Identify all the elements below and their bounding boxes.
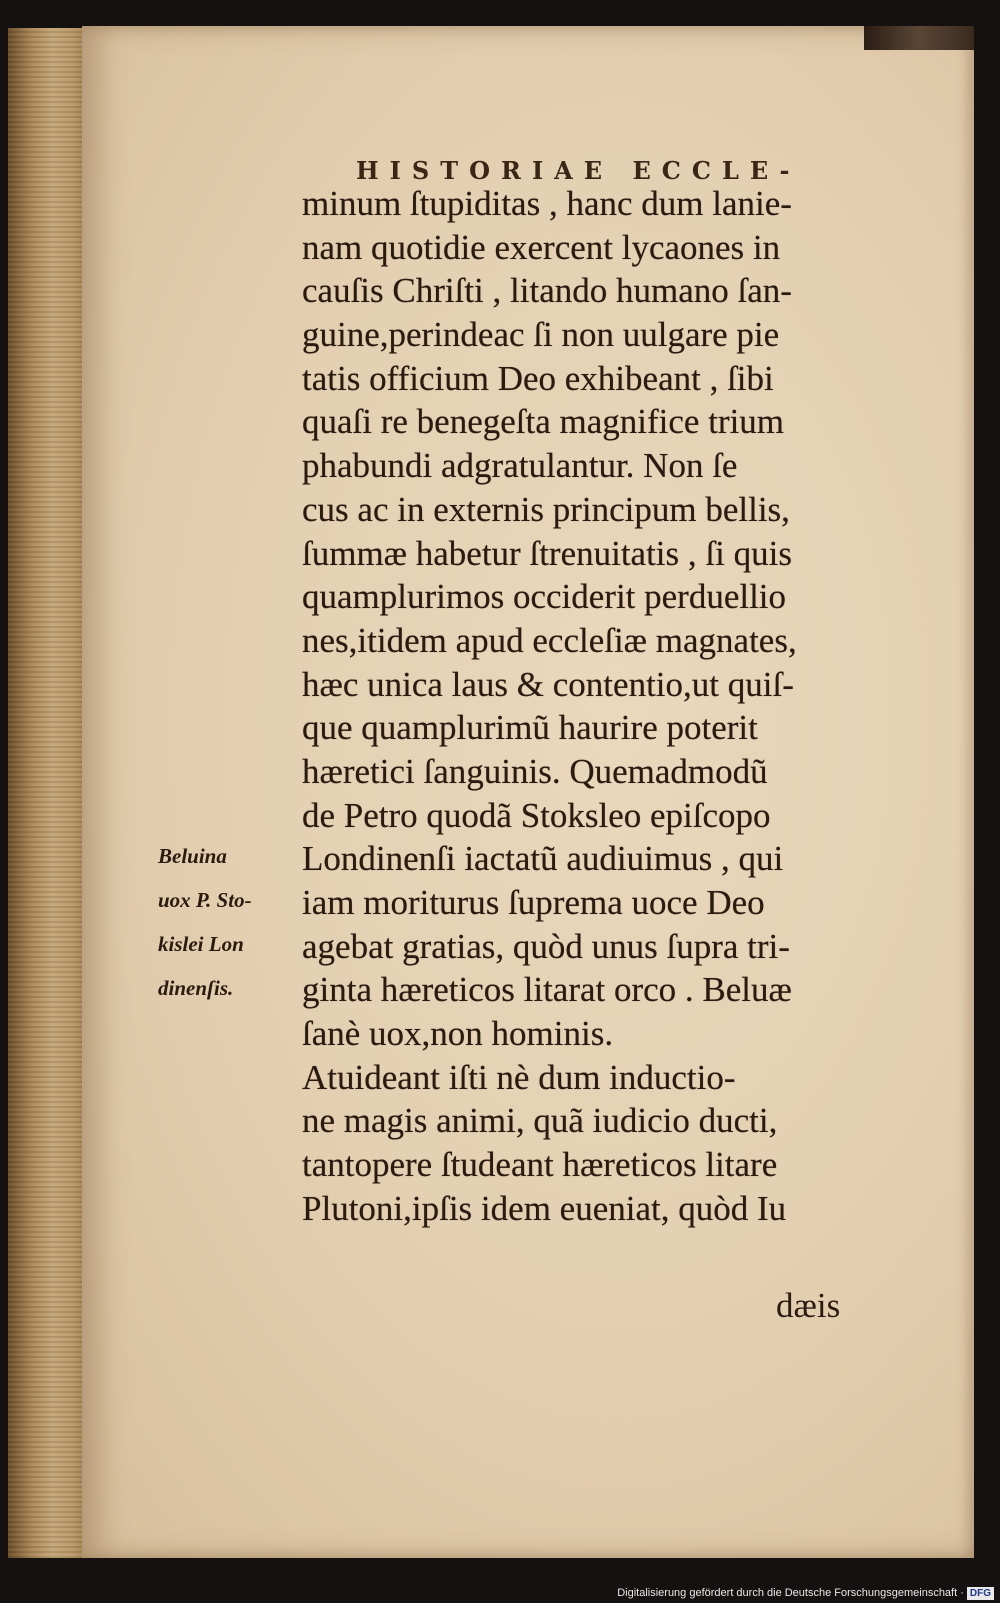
text-line: ne magis animi, quã iudicio ducti, bbox=[302, 1101, 778, 1141]
text-line: Plutoni,ipſis idem eueniat, quòd Iu bbox=[302, 1188, 787, 1228]
marginal-note-line: uox P. Sto- bbox=[158, 888, 252, 912]
text-line: cus ac in externis principum bellis, bbox=[302, 489, 790, 529]
text-line: hæc unica laus & contentio,ut quiſ- bbox=[302, 664, 794, 704]
text-line: minum ſtupiditas , hanc dum lanie- bbox=[302, 184, 792, 223]
text-line: ſummæ habetur ſtrenuitatis , ſi quis bbox=[302, 533, 792, 573]
text-line: tantopere ſtudeant hæreticos litare bbox=[302, 1145, 778, 1185]
catchword: dæis bbox=[776, 1286, 841, 1325]
text-line: nam quotidie exercent lycaones in bbox=[302, 227, 781, 267]
text-line: guine,perindeac ſi non uulgare pie bbox=[302, 315, 780, 355]
text-line: de Petro quodã Stoksleo epiſcopo bbox=[302, 795, 771, 835]
text-line: quamplurimos occiderit perduellio bbox=[302, 577, 787, 617]
text-line: hæretici ſanguinis. Quemadmodũ bbox=[302, 751, 768, 791]
dfg-logo: DFG bbox=[967, 1587, 994, 1600]
text-line: nes,itidem apud eccleſiæ magnates, bbox=[302, 620, 797, 660]
book-spine-edge bbox=[8, 28, 88, 1558]
text-line: ginta hæreticos litarat orco . Beluæ bbox=[302, 970, 792, 1010]
text-line: cauſis Chriſti , litando humano ſan- bbox=[302, 271, 792, 311]
text-line: ſanè uox,non hominis. bbox=[302, 1014, 614, 1054]
text-line: agebat gratias, quòd unus ſupra tri- bbox=[302, 926, 790, 966]
body-text bbox=[302, 182, 922, 1231]
marginal-note bbox=[158, 834, 308, 1010]
running-head: HISTORIAE ECCLE- bbox=[356, 156, 801, 185]
text-line: phabundi adgratulantur. Non ſe bbox=[302, 446, 738, 486]
marginal-note-line: Beluina bbox=[158, 844, 227, 868]
footer-credit: Digitalisierung gefördert durch die Deutsche Forschungsgemeinschaft · bbox=[617, 1587, 964, 1599]
marginal-note-line: dinenſis. bbox=[158, 976, 234, 1000]
marginal-note-line: kislei Lon bbox=[158, 932, 244, 956]
digitization-footer bbox=[617, 1585, 994, 1601]
text-line: quaſi re benegeſta magnifice trium bbox=[302, 402, 785, 442]
text-line: Londinenſi iactatũ audiuimus , qui bbox=[302, 839, 784, 879]
page-corner-shadow bbox=[864, 26, 974, 50]
text-line: Atuideant iſti nè dum inductio- bbox=[302, 1057, 736, 1097]
text-line: que quamplurimũ haurire poterit bbox=[302, 708, 758, 748]
text-line: iam moriturus ſuprema uoce Deo bbox=[302, 883, 765, 922]
text-line: tatis officium Deo exhibeant , ſibi bbox=[302, 358, 774, 398]
